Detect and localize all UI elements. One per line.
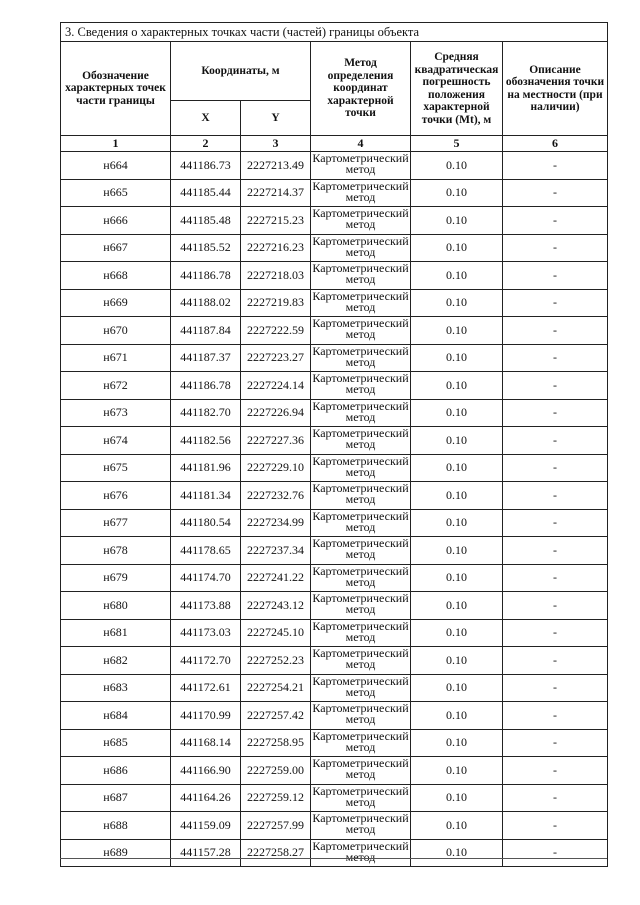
error-value: 0.10: [411, 427, 503, 455]
method: [311, 592, 411, 620]
method-line-1: Картометрический: [312, 343, 409, 358]
method-line-2: метод: [345, 189, 376, 204]
table-row: [61, 839, 608, 867]
coordinate-y: 2227213.49: [241, 152, 311, 180]
coordinate-y: 2227257.42: [241, 702, 311, 730]
error-value: 0.10: [411, 757, 503, 785]
method: [311, 207, 411, 235]
method: [311, 619, 411, 647]
coordinate-x: 441187.84: [171, 317, 241, 345]
coordinate-x: 441168.14: [171, 729, 241, 757]
table-row: [61, 647, 608, 675]
column-number: 4: [311, 136, 411, 152]
error-value: 0.10: [411, 372, 503, 400]
point-description: -: [503, 399, 608, 427]
header-coordinates: Координаты, м: [171, 42, 311, 101]
header-designation: Обозначение характерных точек части границы: [61, 42, 171, 136]
coordinate-x: 441185.52: [171, 234, 241, 262]
table-row: [61, 399, 608, 427]
point-name: н673: [61, 399, 171, 427]
boundary-points-document: [60, 22, 607, 867]
method: [311, 289, 411, 317]
coordinate-x: 441157.28: [171, 839, 241, 867]
coordinate-y: 2227218.03: [241, 262, 311, 290]
error-value: 0.10: [411, 647, 503, 675]
error-value: 0.10: [411, 509, 503, 537]
table-row: [61, 702, 608, 730]
table-body: [61, 152, 608, 867]
point-description: -: [503, 729, 608, 757]
method-line-2: метод: [345, 794, 376, 809]
error-value: 0.10: [411, 784, 503, 812]
method-line-2: метод: [345, 547, 376, 561]
point-description: -: [503, 509, 608, 537]
point-name: н669: [61, 289, 171, 317]
error-value: 0.10: [411, 152, 503, 180]
coordinate-x: 441186.73: [171, 152, 241, 180]
method-line-2: метод: [345, 382, 376, 396]
point-name: н682: [61, 647, 171, 675]
header-error: Средняя квадратическая погрешность положения характерной точки (Mt), м: [411, 42, 503, 136]
method-line-1: Картометрический: [312, 481, 409, 495]
point-name: н671: [61, 344, 171, 372]
point-name: н681: [61, 619, 171, 647]
coordinate-x: 441185.48: [171, 207, 241, 235]
table-row: [61, 372, 608, 400]
method: [311, 729, 411, 757]
point-description: -: [503, 152, 608, 180]
method: [311, 812, 411, 840]
error-value: 0.10: [411, 812, 503, 840]
method-line-1: Картометрический: [312, 728, 409, 743]
method: [311, 152, 411, 180]
error-value: 0.10: [411, 262, 503, 290]
method-line-1: Картометрический: [312, 453, 409, 468]
table-row: [61, 152, 608, 180]
point-description: -: [503, 482, 608, 510]
method: [311, 372, 411, 400]
method-line-1: Картометрический: [312, 646, 409, 660]
coordinate-x: 441173.03: [171, 619, 241, 647]
point-name: н666: [61, 207, 171, 235]
coordinate-y: 2227237.34: [241, 537, 311, 565]
point-description: -: [503, 784, 608, 812]
method: [311, 537, 411, 565]
point-name: н664: [61, 152, 171, 180]
point-description: -: [503, 619, 608, 647]
column-number: 1: [61, 136, 171, 152]
coordinate-y: 2227234.99: [241, 509, 311, 537]
table-row: [61, 262, 608, 290]
header-description: Описание обозначения точки на местности (при наличии): [503, 42, 608, 136]
method-line-1: Картометрический: [312, 563, 409, 578]
method-line-2: метод: [345, 822, 376, 836]
table-row: [61, 179, 608, 207]
table-row: [61, 537, 608, 565]
method-line-2: метод: [345, 712, 376, 726]
coordinate-x: 441172.70: [171, 647, 241, 675]
coordinate-x: 441170.99: [171, 702, 241, 730]
method: [311, 344, 411, 372]
method-line-2: метод: [345, 684, 376, 699]
method-line-1: Картометрический: [312, 206, 409, 220]
method-line-1: Картометрический: [312, 811, 409, 825]
error-value: 0.10: [411, 839, 503, 867]
coordinate-x: 441188.02: [171, 289, 241, 317]
method-line-1: Картометрический: [312, 673, 409, 688]
error-value: 0.10: [411, 482, 503, 510]
header-x: X: [171, 101, 241, 136]
coordinate-x: 441178.65: [171, 537, 241, 565]
method-line-1: Картометрический: [312, 838, 409, 853]
method-line-1: Картометрический: [312, 756, 409, 770]
coordinate-y: 2227219.83: [241, 289, 311, 317]
coordinate-x: 441186.78: [171, 262, 241, 290]
table-row: [61, 482, 608, 510]
point-name: н686: [61, 757, 171, 785]
point-name: н689: [61, 839, 171, 867]
method: [311, 757, 411, 785]
point-name: н665: [61, 179, 171, 207]
method-line-1: Картометрический: [312, 783, 409, 798]
method-line-2: метод: [345, 354, 376, 369]
method: [311, 234, 411, 262]
coordinate-y: 2227216.23: [241, 234, 311, 262]
point-description: -: [503, 234, 608, 262]
coordinate-x: 441164.26: [171, 784, 241, 812]
method-line-2: метод: [345, 437, 376, 451]
method: [311, 784, 411, 812]
coordinate-x: 441187.37: [171, 344, 241, 372]
method: [311, 317, 411, 345]
coordinate-y: 2227258.27: [241, 839, 311, 867]
point-name: н684: [61, 702, 171, 730]
method: [311, 399, 411, 427]
method: [311, 564, 411, 592]
table-row: [61, 234, 608, 262]
point-description: -: [503, 207, 608, 235]
method-line-2: метод: [345, 217, 376, 231]
method-line-1: Картометрический: [312, 151, 409, 165]
coordinate-x: 441159.09: [171, 812, 241, 840]
point-description: -: [503, 372, 608, 400]
point-name: н668: [61, 262, 171, 290]
point-name: н677: [61, 509, 171, 537]
method-line-1: Картометрический: [312, 288, 409, 303]
method: [311, 427, 411, 455]
coordinate-y: 2227224.14: [241, 372, 311, 400]
error-value: 0.10: [411, 592, 503, 620]
method-line-2: метод: [345, 272, 376, 286]
coordinate-y: 2227229.10: [241, 454, 311, 482]
table-row: [61, 289, 608, 317]
point-description: -: [503, 537, 608, 565]
coordinate-y: 2227241.22: [241, 564, 311, 592]
table-row: [61, 509, 608, 537]
method: [311, 674, 411, 702]
point-description: -: [503, 289, 608, 317]
table-row: [61, 344, 608, 372]
error-value: 0.10: [411, 564, 503, 592]
method-line-1: Картометрический: [312, 591, 409, 605]
method-line-2: метод: [345, 244, 376, 259]
error-value: 0.10: [411, 674, 503, 702]
method-line-1: Картометрический: [312, 701, 409, 715]
method: [311, 509, 411, 537]
coordinate-y: 2227259.12: [241, 784, 311, 812]
method: [311, 702, 411, 730]
method-line-2: метод: [345, 162, 376, 176]
error-value: 0.10: [411, 234, 503, 262]
method-line-1: Картометрический: [312, 536, 409, 550]
method: [311, 839, 411, 867]
method-line-1: Картометрический: [312, 426, 409, 440]
method-line-2: метод: [345, 409, 376, 424]
method-line-1: Картометрический: [312, 233, 409, 248]
point-description: -: [503, 812, 608, 840]
method-line-2: метод: [345, 519, 376, 534]
method-line-2: метод: [345, 767, 376, 781]
table-row: [61, 592, 608, 620]
point-name: н687: [61, 784, 171, 812]
coordinate-y: 2227215.23: [241, 207, 311, 235]
coordinate-x: 441182.56: [171, 427, 241, 455]
method-line-2: метод: [345, 739, 376, 754]
coordinate-x: 441182.70: [171, 399, 241, 427]
method-line-2: метод: [345, 464, 376, 479]
method-line-1: Картометрический: [312, 618, 409, 633]
error-value: 0.10: [411, 702, 503, 730]
coordinate-y: 2227226.94: [241, 399, 311, 427]
column-number: 5: [411, 136, 503, 152]
column-number: 2: [171, 136, 241, 152]
method-line-2: метод: [345, 492, 376, 506]
point-name: н683: [61, 674, 171, 702]
method-line-1: Картометрический: [312, 371, 409, 385]
point-name: н674: [61, 427, 171, 455]
point-name: н680: [61, 592, 171, 620]
boundary-points-table: [60, 22, 608, 867]
error-value: 0.10: [411, 289, 503, 317]
method-line-2: метод: [345, 602, 376, 616]
coordinate-x: 441180.54: [171, 509, 241, 537]
point-description: -: [503, 839, 608, 867]
error-value: 0.10: [411, 729, 503, 757]
table-row: [61, 812, 608, 840]
method: [311, 454, 411, 482]
method-line-1: Картометрический: [312, 508, 409, 523]
point-name: н675: [61, 454, 171, 482]
point-description: -: [503, 564, 608, 592]
table-row: [61, 454, 608, 482]
table-row: [61, 564, 608, 592]
point-name: н688: [61, 812, 171, 840]
coordinate-y: 2227227.36: [241, 427, 311, 455]
method: [311, 262, 411, 290]
coordinate-x: 441185.44: [171, 179, 241, 207]
point-description: -: [503, 427, 608, 455]
method-line-2: метод: [345, 657, 376, 671]
coordinate-y: 2227245.10: [241, 619, 311, 647]
method: [311, 647, 411, 675]
point-description: -: [503, 757, 608, 785]
error-value: 0.10: [411, 399, 503, 427]
coordinate-y: 2227258.95: [241, 729, 311, 757]
point-description: -: [503, 262, 608, 290]
coordinate-x: 441173.88: [171, 592, 241, 620]
coordinate-y: 2227259.00: [241, 757, 311, 785]
error-value: 0.10: [411, 344, 503, 372]
footer-divider: [60, 858, 607, 859]
error-value: 0.10: [411, 207, 503, 235]
header-y: Y: [241, 101, 311, 136]
coordinate-x: 441166.90: [171, 757, 241, 785]
column-numbers-row: [61, 136, 608, 152]
point-description: -: [503, 592, 608, 620]
error-value: 0.10: [411, 454, 503, 482]
error-value: 0.10: [411, 317, 503, 345]
method: [311, 482, 411, 510]
header-method: Метод определения координат характерной точки: [311, 42, 411, 136]
point-name: н676: [61, 482, 171, 510]
method-line-1: Картометрический: [312, 398, 409, 413]
coordinate-y: 2227223.27: [241, 344, 311, 372]
point-name: н678: [61, 537, 171, 565]
point-name: н672: [61, 372, 171, 400]
method-line-1: Картометрический: [312, 178, 409, 193]
method-line-2: метод: [345, 299, 376, 314]
coordinate-y: 2227257.99: [241, 812, 311, 840]
table-row: [61, 757, 608, 785]
error-value: 0.10: [411, 619, 503, 647]
point-description: -: [503, 179, 608, 207]
table-row: [61, 729, 608, 757]
point-name: н667: [61, 234, 171, 262]
coordinate-y: 2227222.59: [241, 317, 311, 345]
method-line-1: Картометрический: [312, 261, 409, 275]
point-name: н685: [61, 729, 171, 757]
coordinate-y: 2227243.12: [241, 592, 311, 620]
table-row: [61, 207, 608, 235]
method-line-2: метод: [345, 327, 376, 341]
method: [311, 179, 411, 207]
point-description: -: [503, 647, 608, 675]
point-name: н670: [61, 317, 171, 345]
coordinate-x: 441172.61: [171, 674, 241, 702]
coordinate-x: 441174.70: [171, 564, 241, 592]
method-line-2: метод: [345, 574, 376, 589]
coordinate-x: 441181.34: [171, 482, 241, 510]
error-value: 0.10: [411, 179, 503, 207]
error-value: 0.10: [411, 537, 503, 565]
table-row: [61, 427, 608, 455]
method-line-2: метод: [345, 629, 376, 644]
method-line-2: метод: [345, 849, 376, 864]
table-row: [61, 674, 608, 702]
point-description: -: [503, 702, 608, 730]
point-name: н679: [61, 564, 171, 592]
table-row: [61, 619, 608, 647]
column-number: 6: [503, 136, 608, 152]
point-description: -: [503, 344, 608, 372]
point-description: -: [503, 674, 608, 702]
coordinate-y: 2227254.21: [241, 674, 311, 702]
coordinate-x: 441186.78: [171, 372, 241, 400]
section-title: 3. Сведения о характерных точках части (частей) границы объекта: [61, 23, 608, 42]
coordinate-y: 2227214.37: [241, 179, 311, 207]
table-row: [61, 784, 608, 812]
point-description: -: [503, 317, 608, 345]
point-description: -: [503, 454, 608, 482]
coordinate-y: 2227232.76: [241, 482, 311, 510]
column-number: 3: [241, 136, 311, 152]
coordinate-y: 2227252.23: [241, 647, 311, 675]
method-line-1: Картометрический: [312, 316, 409, 330]
table-row: [61, 317, 608, 345]
coordinate-x: 441181.96: [171, 454, 241, 482]
